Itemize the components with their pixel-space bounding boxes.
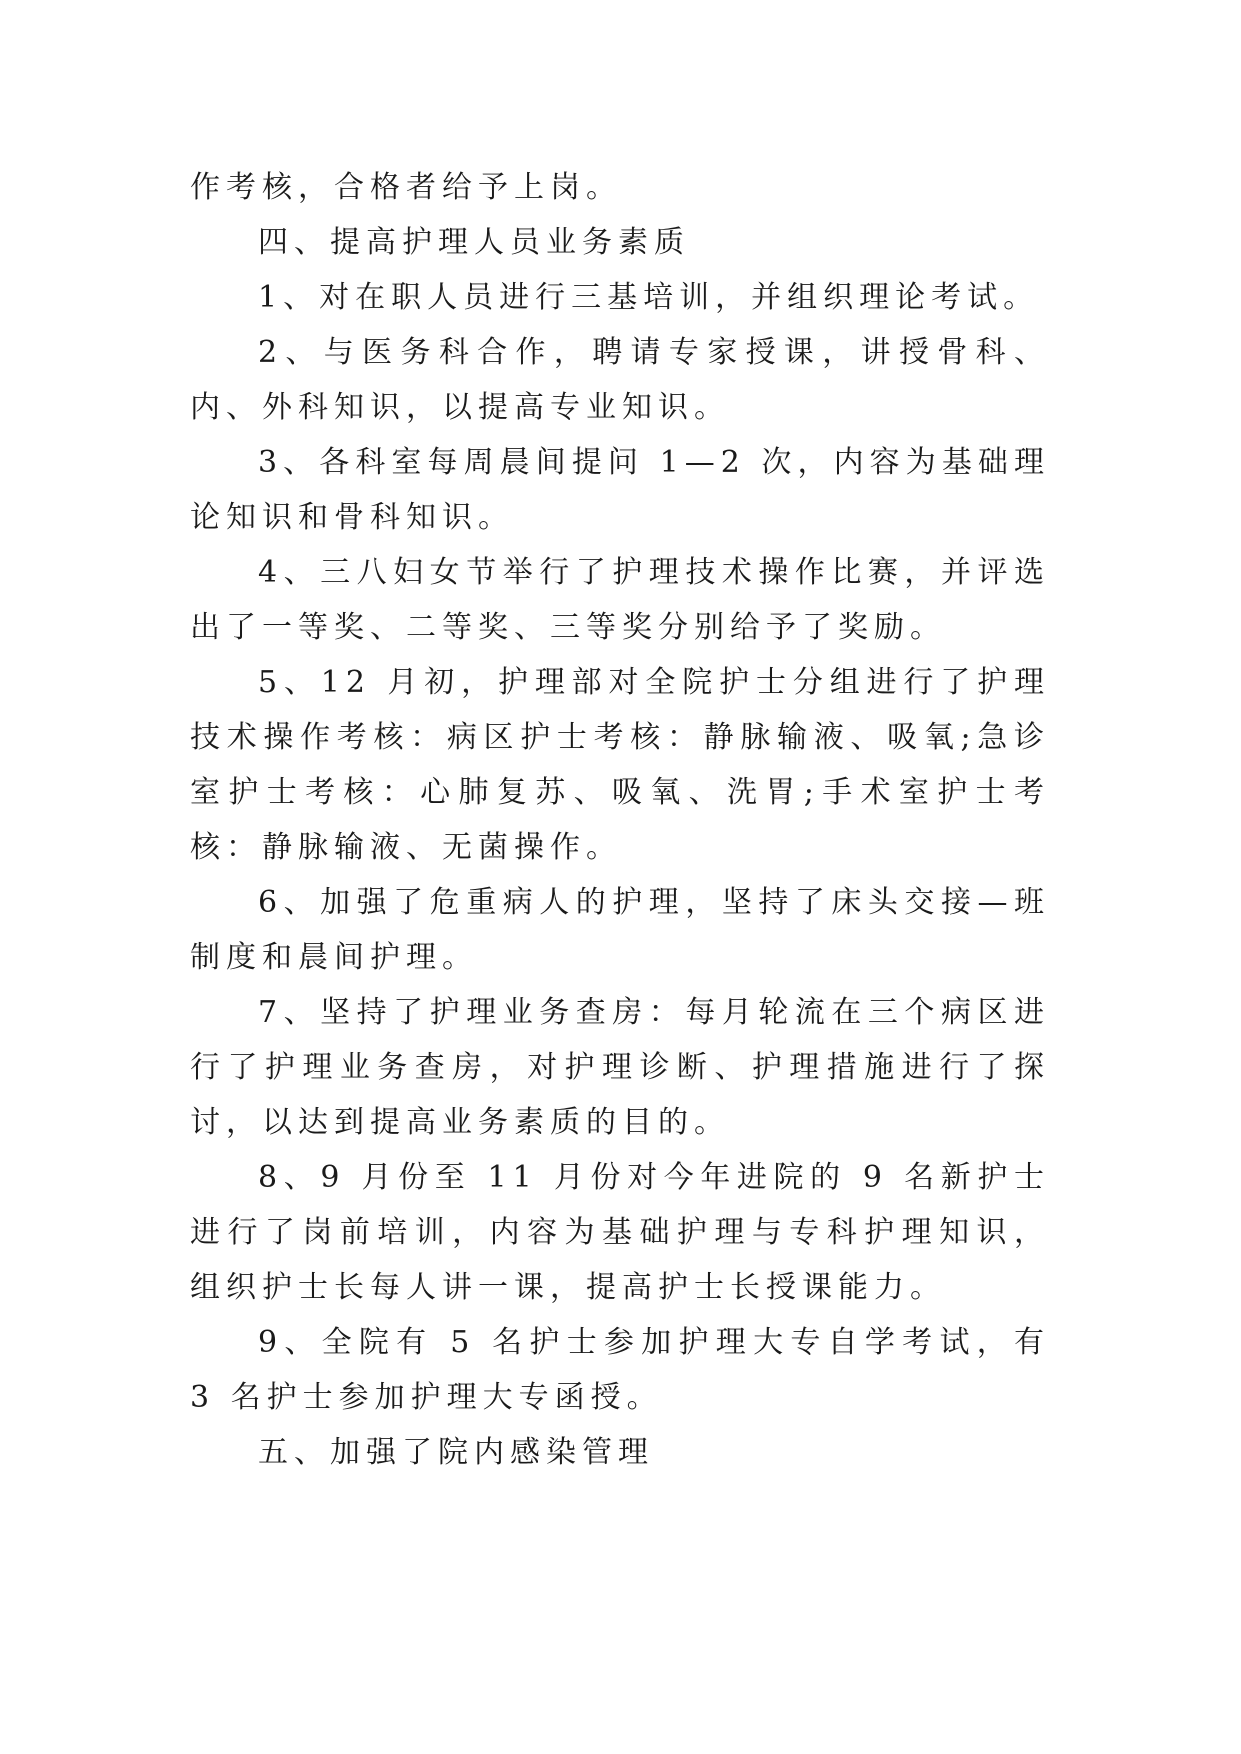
section-heading-4: 四、提高护理人员业务素质	[258, 225, 690, 260]
list-item-7: 7、坚持了护理业务查房：每月轮流在三个病区进行了护理业务查房，对护理诊断、护理措施进行了探讨，以达到提高业务素质的目的。	[190, 995, 1050, 1140]
list-item-1: 1、对在职人员进行三基培训，并组织理论考试。	[258, 280, 1040, 315]
list-item-2: 2、与医务科合作，聘请专家授课，讲授骨科、内、外科知识，以提高专业知识。	[190, 335, 1050, 425]
list-item-5: 5、12 月初，护理部对全院护士分组进行了护理技术操作考核：病区护士考核：静脉输液、吸氧;急诊室护士考核：心肺复苏、吸氧、洗胃;手术室护士考核：静脉输液、无菌操作。	[190, 665, 1050, 865]
document-body	[190, 160, 1050, 1480]
section-heading-5: 五、加强了院内感染管理	[258, 1435, 654, 1470]
list-item-3: 3、各科室每周晨间提问 1—2 次，内容为基础理论知识和骨科知识。	[190, 445, 1050, 535]
list-item-6: 6、加强了危重病人的护理，坚持了床头交接—班制度和晨间护理。	[190, 885, 1050, 975]
list-item-8: 8、9 月份至 11 月份对今年进院的 9 名新护士进行了岗前培训，内容为基础护理与专科护理知识，组织护士长每人讲一课，提高护士长授课能力。	[190, 1160, 1050, 1305]
list-item-4: 4、三八妇女节举行了护理技术操作比赛，并评选出了一等奖、二等奖、三等奖分别给予了奖励。	[190, 555, 1050, 645]
paragraph-continuation: 作考核，合格者给予上岗。	[190, 170, 622, 205]
list-item-9: 9、全院有 5 名护士参加护理大专自学考试，有 3 名护士参加护理大专函授。	[190, 1325, 1050, 1415]
